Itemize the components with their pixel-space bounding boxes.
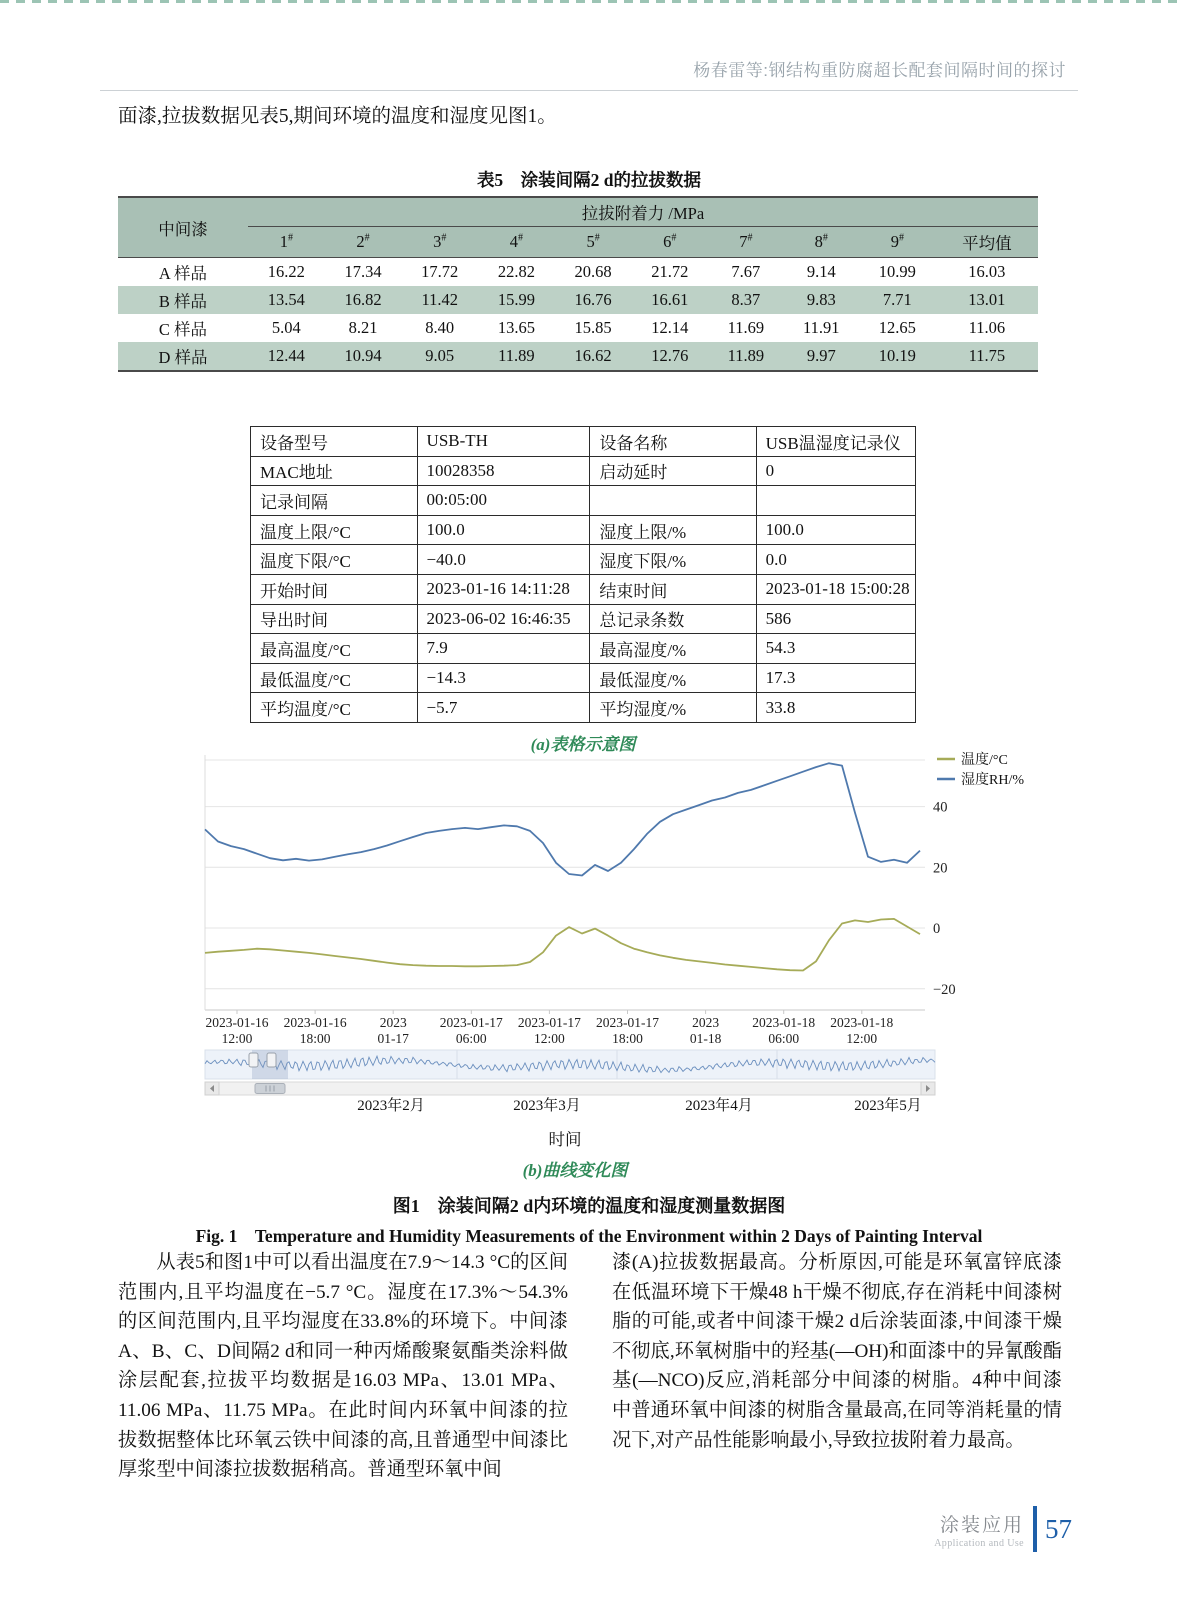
device-table-row (251, 663, 916, 693)
adhesion-value: 9.83 (784, 286, 859, 314)
series-line-temperature (205, 919, 920, 971)
adhesion-value: 17.72 (421, 262, 459, 281)
adhesion-value: 11.75 (936, 342, 1038, 371)
adhesion-value: 9.97 (784, 342, 859, 371)
y-axis-tick-label: 0 (933, 921, 941, 937)
figure1-caption-en: Fig. 1 Temperature and Humidity Measurements of the Environment within 2 Days of Painting Interval (195, 1226, 983, 1246)
y-axis-tick-label: 40 (933, 799, 948, 816)
minimap-month-label: 2023年2月 (357, 1098, 425, 1114)
minimap-band[interactable] (205, 1050, 935, 1079)
device-field-value: −40.0 (417, 545, 590, 575)
device-field-value: 2023-01-18 15:00:28 (756, 574, 915, 604)
x-axis-tick-label: 2023 (692, 1015, 720, 1030)
device-table-row (251, 604, 916, 634)
subfigure-a-caption: (a)表格示意图 (530, 735, 636, 754)
journal-name-cn: 涂装应用 (939, 1514, 1024, 1536)
body-left-column: 从表5和图1中可以看出温度在7.9～14.3 °C的区间范围内,且平均温度在−5.7 °C。湿度在17.3%～54.3%的区间范围内,且平均湿度在33.8%的环境下。中间漆A、B、C、D间隔2 d和同一种丙烯酸聚氨酯类涂料做涂层配套,拉拔平均数据是16.03 MPa、13.01 MPa、11.06 MPa、11.75 MPa。在此时间内环氧中间漆的拉拔数据整体比环氧云铁中间漆的高,且普通型中间漆比厚浆型中间漆拉拔数据稍高。普通型环氧中间 (118, 1252, 568, 1481)
body-right-column: 漆(A)拉拔数据最高。分析原因,可能是环氧富锌底漆在低温环境下干燥48 h干燥不彻底,存在消耗中间漆树脂的可能,或者中间漆干燥2 d后涂装面漆,中间漆干燥不彻底,环氧树脂中的羟基(—OH)和面漆中的异氰酸酯基(—NCO)反应,消耗部分中间漆的树脂。4种中间漆中普通环氧中间漆的树脂含量最高,在同等消耗量的情况下,对产品性能影响最小,导致拉拔附着力最高。 (612, 1252, 1062, 1451)
sub-column-header: 2# (325, 227, 402, 258)
adhesion-value: 15.85 (574, 318, 612, 337)
adhesion-value: 16.61 (631, 286, 708, 314)
sub-column-header: 1# (248, 227, 325, 258)
adhesion-value: 5.04 (271, 318, 301, 337)
sample-label: D 样品 (118, 342, 248, 371)
adhesion-value: 11.42 (401, 286, 478, 314)
device-field-value: −5.7 (417, 693, 590, 723)
device-field-label: 总记录条数 (590, 604, 756, 634)
device-field-value: USB-TH (417, 427, 590, 457)
series-line-humidity (205, 763, 920, 875)
adhesion-value: 8.40 (425, 318, 455, 337)
x-axis-tick-label: 12:00 (221, 1031, 253, 1046)
device-field-value: 0 (756, 456, 915, 486)
device-field-value: 100.0 (417, 515, 590, 545)
device-field-value: 0.0 (756, 545, 915, 575)
pull-off-data-table (118, 196, 1038, 372)
adhesion-value: 10.94 (325, 342, 402, 371)
table-row (118, 258, 1038, 287)
device-table-row (251, 634, 916, 664)
adhesion-value: 22.82 (497, 262, 535, 281)
adhesion-value: 12.44 (248, 342, 325, 371)
minimap-month-label: 2023年4月 (685, 1098, 753, 1114)
adhesion-value: 8.37 (708, 286, 783, 314)
device-table-row (251, 545, 916, 575)
sub-column-header-average: 平均值 (936, 227, 1038, 258)
adhesion-value: 13.01 (936, 286, 1038, 314)
device-table-row (251, 427, 916, 457)
device-field-value: 586 (756, 604, 915, 634)
device-field-value: 00:05:00 (417, 486, 590, 516)
x-axis-tick-label: 2023-01-16 (283, 1015, 347, 1030)
column-header-midcoat: 中间漆 (118, 197, 248, 258)
minimap-month-label: 2023年3月 (513, 1098, 581, 1114)
sub-column-header: 5# (555, 227, 632, 258)
adhesion-value: 21.72 (651, 262, 689, 281)
device-field-value: USB温湿度记录仪 (756, 427, 915, 457)
adhesion-value: 12.76 (631, 342, 708, 371)
table-row (118, 286, 1038, 314)
device-table-row (251, 515, 916, 545)
page-footer (934, 1506, 1072, 1552)
x-axis-tick-label: 01-18 (689, 1031, 722, 1046)
device-field-label: 记录间隔 (251, 486, 418, 516)
adhesion-value: 11.91 (803, 318, 840, 337)
x-axis-tick-label: 2023-01-17 (517, 1015, 581, 1030)
adhesion-value: 7.67 (731, 262, 761, 281)
device-field-value: 10028358 (417, 456, 590, 486)
temperature-humidity-chart (185, 742, 1045, 1054)
sub-column-header: 4# (478, 227, 555, 258)
device-field-value: 7.9 (417, 634, 590, 664)
device-field-label: 湿度上限/% (590, 515, 756, 545)
adhesion-value: 16.03 (968, 262, 1006, 281)
x-axis-tick-label: 2023 (379, 1015, 407, 1030)
device-field-label: 设备型号 (251, 427, 418, 457)
device-field-label: 启动延时 (590, 456, 756, 486)
adhesion-value: 11.89 (708, 342, 783, 371)
adhesion-value: 10.99 (878, 262, 916, 281)
device-field-label: 湿度下限/% (590, 545, 756, 575)
device-field-value: 2023-01-16 14:11:28 (417, 574, 590, 604)
device-field-value: 17.3 (756, 663, 915, 693)
device-field-label: MAC地址 (251, 456, 418, 486)
device-field-label: 开始时间 (251, 574, 418, 604)
device-field-label: 导出时间 (251, 604, 418, 634)
sub-column-header: 6# (631, 227, 708, 258)
x-axis-tick-label: 2023-01-16 (205, 1015, 269, 1030)
device-field-value: −14.3 (417, 663, 590, 693)
x-axis-tick-label: 2023-01-17 (439, 1015, 503, 1030)
device-field-label: 平均温度/°C (251, 693, 418, 723)
minimap-selection-handle[interactable] (267, 1053, 276, 1067)
x-axis-tick-label: 06:00 (768, 1031, 800, 1046)
top-decorative-rule (0, 0, 1178, 3)
adhesion-value: 10.19 (859, 342, 936, 371)
adhesion-value: 16.22 (267, 262, 305, 281)
device-table-row (251, 574, 916, 604)
adhesion-value: 9.14 (806, 262, 836, 281)
x-axis-tick-label: 18:00 (299, 1031, 331, 1046)
adhesion-value: 11.69 (727, 318, 765, 337)
adhesion-value: 16.76 (555, 286, 632, 314)
adhesion-value: 20.68 (574, 262, 612, 281)
x-axis-tick-label: 01-17 (377, 1031, 409, 1046)
table5-title: 表5 涂装间隔2 d的拉拔数据 (476, 170, 702, 190)
device-field-label: 平均湿度/% (590, 693, 756, 723)
x-axis-title: 时间 (548, 1130, 582, 1149)
x-axis-tick-label: 18:00 (612, 1031, 643, 1046)
x-axis-tick-label: 12:00 (846, 1031, 878, 1046)
adhesion-value: 11.89 (478, 342, 555, 371)
intro-paragraph: 面漆,拉拔数据见表5,期间环境的温度和湿度见图1。 (118, 106, 557, 127)
adhesion-value: 15.99 (478, 286, 555, 314)
legend-label: 湿度RH/% (961, 773, 1024, 788)
adhesion-value: 11.06 (968, 318, 1006, 337)
device-field-value: 54.3 (756, 634, 915, 664)
scrollbar-track[interactable] (205, 1082, 935, 1095)
running-header: 杨春雷等:钢结构重防腐超长配套间隔时间的探讨 (693, 61, 1066, 80)
adhesion-value: 17.34 (344, 262, 382, 281)
adhesion-value: 16.62 (555, 342, 632, 371)
adhesion-value: 16.82 (325, 286, 402, 314)
adhesion-value: 9.05 (401, 342, 478, 371)
device-field-value: 33.8 (756, 693, 915, 723)
adhesion-value: 13.65 (497, 318, 535, 337)
device-field-label (590, 486, 756, 516)
device-field-label: 设备名称 (590, 427, 756, 457)
minimap-month-label: 2023年5月 (854, 1098, 922, 1114)
adhesion-value: 7.71 (859, 286, 936, 314)
legend-label: 温度/°C (961, 753, 1008, 768)
x-axis-tick-label: 2023-01-18 (830, 1015, 894, 1030)
device-field-label: 温度上限/°C (251, 515, 418, 545)
adhesion-value: 12.14 (651, 318, 689, 337)
device-field-label: 结束时间 (590, 574, 756, 604)
y-axis-tick-label: 20 (933, 860, 948, 877)
device-field-label: 最高湿度/% (590, 634, 756, 664)
subfigure-b-caption: (b)曲线变化图 (522, 1161, 628, 1180)
device-field-label: 温度下限/°C (251, 545, 418, 575)
adhesion-value: 8.21 (348, 318, 378, 337)
footer-accent-bar (1033, 1506, 1037, 1552)
y-axis-tick-label: −20 (933, 981, 956, 998)
header-rule (100, 90, 1078, 91)
x-axis-tick-label: 12:00 (534, 1031, 565, 1046)
x-axis-tick-label: 2023-01-17 (596, 1015, 659, 1030)
sub-column-header: 7# (708, 227, 783, 258)
chart-minimap (185, 1044, 1045, 1116)
device-field-value: 100.0 (756, 515, 915, 545)
device-field-value: 2023-06-02 16:46:35 (417, 604, 590, 634)
adhesion-value: 13.54 (248, 286, 325, 314)
page-number: 57 (1045, 1513, 1072, 1544)
device-table-row (251, 456, 916, 486)
sub-column-header: 3# (401, 227, 478, 258)
device-field-label: 最低湿度/% (590, 663, 756, 693)
minimap-selection-handle[interactable] (249, 1053, 258, 1067)
figure1-caption-cn: 图1 涂装间隔2 d内环境的温度和湿度测量数据图 (392, 1196, 786, 1216)
table-row (118, 342, 1038, 371)
device-info-table (250, 426, 916, 723)
x-axis-tick-label: 2023-01-18 (752, 1015, 816, 1030)
device-table-row (251, 693, 916, 723)
device-field-value (756, 486, 915, 516)
x-axis-tick-label: 06:00 (455, 1031, 487, 1046)
journal-name-en: Application and Use (934, 1537, 1024, 1549)
table-row (118, 314, 1038, 342)
sample-label: B 样品 (118, 286, 248, 314)
sample-label: A 样品 (158, 264, 208, 283)
adhesion-value: 12.65 (878, 318, 916, 337)
sub-column-header: 9# (859, 227, 936, 258)
sample-label: C 样品 (158, 320, 208, 339)
column-group-header-adhesion: 拉拔附着力 /MPa (248, 197, 1038, 227)
sub-column-header: 8# (784, 227, 859, 258)
device-field-label: 最高温度/°C (251, 634, 418, 664)
device-field-label: 最低温度/°C (251, 663, 418, 693)
device-table-row (251, 486, 916, 516)
